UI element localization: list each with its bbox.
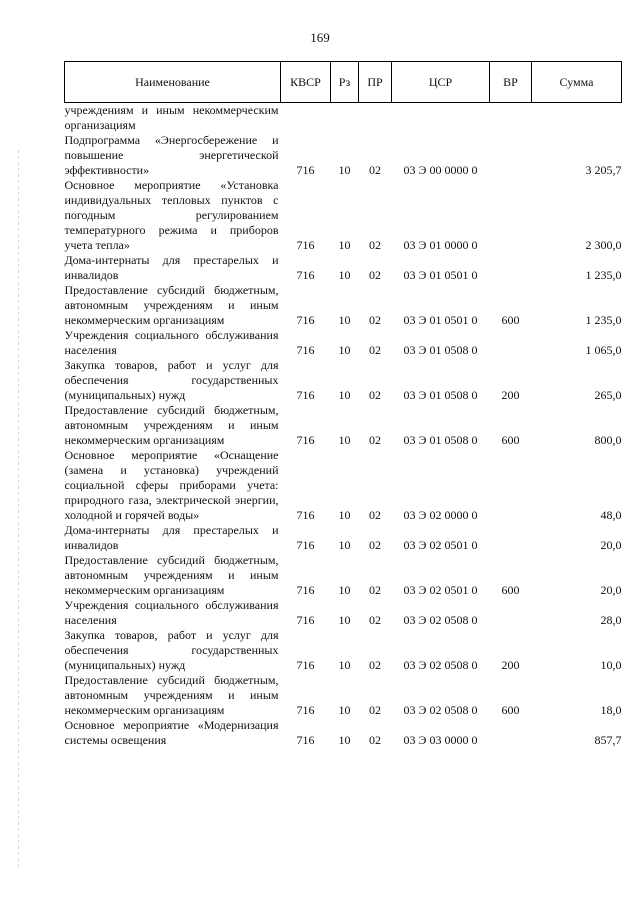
row-rz	[331, 103, 359, 134]
row-csr: 03 Э 03 0000 0	[403, 733, 478, 747]
row-csr: 03 Э 02 0508 0	[403, 658, 478, 672]
table-row	[65, 103, 622, 134]
row-name: Основное мероприятие «Установка индивидуальных тепловых пунктов с погодным регулированием температурного режима и приборов учета тепла»	[64, 178, 279, 252]
row-kvsr: 716	[296, 703, 315, 717]
row-sum: 20,0	[600, 583, 622, 597]
row-name: Дома-интернаты для престарелых и инвалидов	[64, 253, 279, 282]
row-vr	[490, 328, 532, 358]
table-row	[65, 628, 622, 673]
row-pr: 02	[369, 238, 381, 252]
row-pr: 02	[369, 313, 381, 327]
row-csr: 03 Э 02 0508 0	[403, 703, 478, 717]
row-pr: 02	[369, 613, 381, 627]
row-name: Основное мероприятие «Модернизация системы освещения	[64, 718, 279, 747]
table-row	[65, 253, 622, 283]
row-sum: 1 065,0	[585, 343, 622, 357]
table-body	[65, 103, 622, 749]
row-vr: 200	[501, 658, 520, 672]
row-csr: 03 Э 01 0508 0	[403, 433, 478, 447]
row-csr: 03 Э 01 0501 0	[403, 313, 478, 327]
row-kvsr: 716	[296, 433, 315, 447]
table-row	[65, 178, 622, 253]
row-pr: 02	[369, 703, 381, 717]
row-pr: 02	[369, 733, 381, 747]
table-row	[65, 598, 622, 628]
table-row	[65, 133, 622, 178]
row-sum: 2 300,0	[585, 238, 622, 252]
row-vr: 600	[501, 433, 520, 447]
row-rz: 10	[338, 433, 351, 447]
row-rz: 10	[338, 583, 351, 597]
row-csr: 03 Э 02 0501 0	[403, 583, 478, 597]
row-csr: 03 Э 02 0508 0	[403, 613, 478, 627]
table-row	[65, 673, 622, 718]
row-kvsr: 716	[296, 658, 315, 672]
row-kvsr: 716	[296, 268, 315, 282]
row-name: Основное мероприятие «Оснащение (замена и установка) учреждений социальной сферы приборами учета: природного газа, электрической энергии, холодной и горячей воды»	[64, 448, 279, 522]
row-rz: 10	[338, 703, 351, 717]
row-vr: 600	[501, 703, 520, 717]
column-header-csr: ЦСР	[392, 62, 490, 103]
row-name: Дома-интернаты для престарелых и инвалидов	[64, 523, 279, 552]
row-name: Подпрограмма «Энергосбережение и повышение энергетической эффективности»	[64, 133, 279, 177]
budget-table	[64, 61, 622, 748]
row-vr	[490, 718, 532, 748]
row-kvsr	[281, 103, 331, 134]
page-number: 169	[310, 30, 330, 45]
row-name: Учреждения социального обслуживания населения	[64, 598, 279, 627]
row-sum: 265,0	[594, 388, 622, 402]
row-vr	[490, 253, 532, 283]
row-pr: 02	[369, 433, 381, 447]
row-rz: 10	[338, 163, 351, 177]
row-kvsr: 716	[296, 583, 315, 597]
row-name: Закупка товаров, работ и услуг для обеспечения государственных (муниципальных) нужд	[64, 358, 279, 402]
table-row	[65, 523, 622, 553]
row-pr	[359, 103, 392, 134]
table-row	[65, 553, 622, 598]
row-vr	[490, 103, 532, 134]
row-sum: 857,7	[594, 733, 622, 747]
row-vr	[490, 523, 532, 553]
table-row	[65, 718, 622, 748]
row-csr: 03 Э 01 0000 0	[403, 238, 478, 252]
table-row	[65, 358, 622, 403]
row-kvsr: 716	[296, 313, 315, 327]
table-header	[65, 62, 622, 103]
row-pr: 02	[369, 658, 381, 672]
row-pr: 02	[369, 163, 381, 177]
row-kvsr: 716	[296, 163, 315, 177]
column-header-vr: ВР	[490, 62, 532, 103]
row-vr	[490, 598, 532, 628]
row-csr: 03 Э 00 0000 0	[403, 163, 478, 177]
column-header-pr: ПР	[359, 62, 392, 103]
row-rz: 10	[338, 313, 351, 327]
row-sum: 48,0	[600, 508, 622, 522]
row-sum	[532, 103, 622, 134]
row-name: Предоставление субсидий бюджетным, автономным учреждениям и иным некоммерческим организациям	[64, 553, 279, 597]
row-rz: 10	[338, 343, 351, 357]
row-vr: 600	[501, 583, 520, 597]
column-header-kvsr: КВСР	[281, 62, 331, 103]
row-name: Предоставление субсидий бюджетным, автономным учреждениям и иным некоммерческим организациям	[64, 403, 279, 447]
row-vr	[490, 448, 532, 523]
row-sum: 28,0	[600, 613, 622, 627]
row-rz: 10	[338, 658, 351, 672]
row-rz: 10	[338, 613, 351, 627]
row-rz: 10	[338, 238, 351, 252]
row-vr	[490, 178, 532, 253]
row-csr: 03 Э 01 0508 0	[403, 388, 478, 402]
table-row	[65, 283, 622, 328]
row-vr: 200	[501, 388, 520, 402]
column-header-rz: Рз	[331, 62, 359, 103]
table-row	[65, 328, 622, 358]
row-pr: 02	[369, 388, 381, 402]
row-sum: 18,0	[600, 703, 622, 717]
row-kvsr: 716	[296, 538, 315, 552]
row-csr: 03 Э 02 0000 0	[403, 508, 478, 522]
table-row	[65, 403, 622, 448]
row-csr: 03 Э 01 0508 0	[403, 343, 478, 357]
row-rz: 10	[338, 388, 351, 402]
row-csr	[392, 103, 490, 134]
row-kvsr: 716	[296, 388, 315, 402]
row-pr: 02	[369, 538, 381, 552]
row-sum: 20,0	[600, 538, 622, 552]
row-name: Предоставление субсидий бюджетным, автономным учреждениям и иным некоммерческим организациям	[64, 283, 279, 327]
row-sum: 10,0	[600, 658, 622, 672]
row-kvsr: 716	[296, 613, 315, 627]
row-pr: 02	[369, 343, 381, 357]
row-pr: 02	[369, 583, 381, 597]
row-rz: 10	[338, 508, 351, 522]
row-sum: 1 235,0	[585, 313, 622, 327]
table-row	[65, 448, 622, 523]
column-header-name: Наименование	[65, 62, 281, 103]
scan-margin-marks	[18, 150, 19, 870]
row-sum: 1 235,0	[585, 268, 622, 282]
row-kvsr: 716	[296, 733, 315, 747]
row-pr: 02	[369, 508, 381, 522]
row-kvsr: 716	[296, 343, 315, 357]
row-csr: 03 Э 02 0501 0	[403, 538, 478, 552]
row-rz: 10	[338, 268, 351, 282]
row-csr: 03 Э 01 0501 0	[403, 268, 478, 282]
row-sum: 800,0	[594, 433, 622, 447]
row-kvsr: 716	[296, 238, 315, 252]
row-rz: 10	[338, 733, 351, 747]
column-header-sum: Сумма	[532, 62, 622, 103]
row-rz: 10	[338, 538, 351, 552]
row-name: Закупка товаров, работ и услуг для обеспечения государственных (муниципальных) нужд	[64, 628, 279, 672]
row-vr	[490, 133, 532, 178]
row-pr: 02	[369, 268, 381, 282]
row-vr: 600	[501, 313, 520, 327]
row-sum: 3 205,7	[585, 163, 622, 177]
row-name: Учреждения социального обслуживания населения	[64, 328, 279, 357]
row-name: Предоставление субсидий бюджетным, автономным учреждениям и иным некоммерческим организациям	[64, 673, 279, 717]
row-kvsr: 716	[296, 508, 315, 522]
row-name: учреждениям и иным некоммерческим организациям	[64, 103, 279, 132]
